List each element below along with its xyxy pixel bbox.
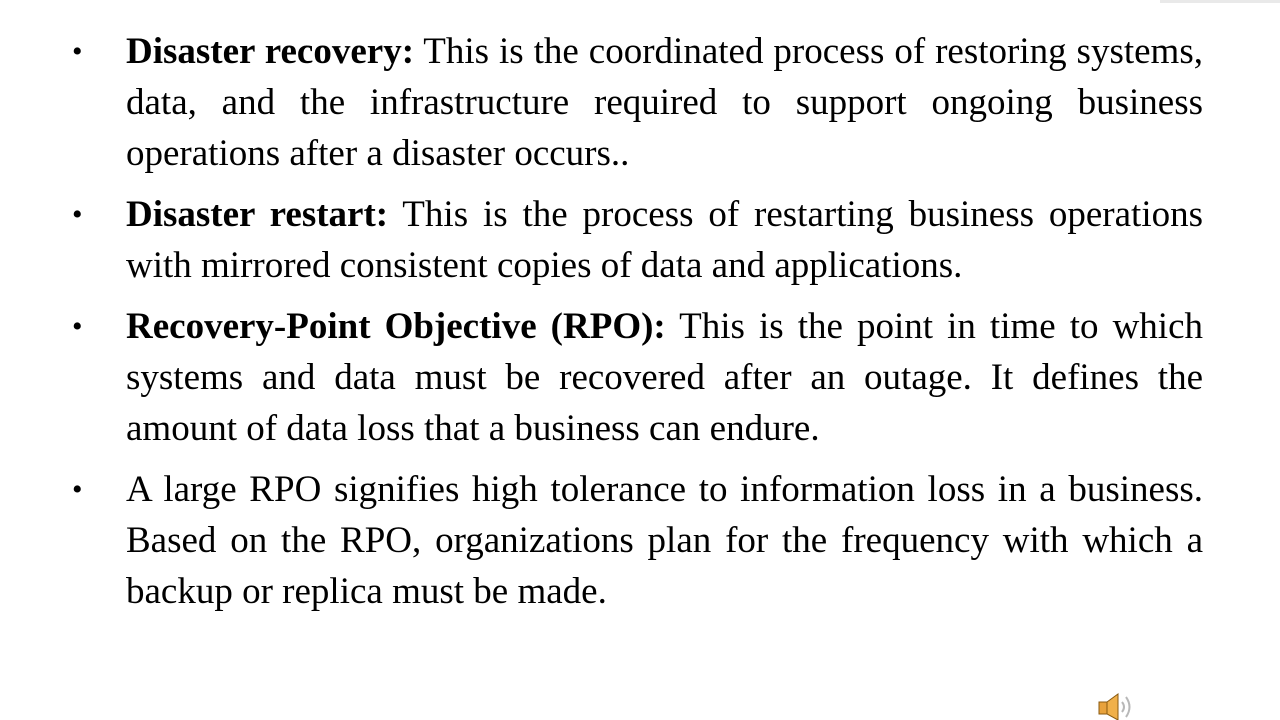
speaker-icon[interactable] bbox=[1096, 690, 1140, 720]
speaker-wave-outer bbox=[1126, 697, 1130, 717]
bullet-icon: • bbox=[72, 35, 83, 68]
bullet-list bbox=[72, 26, 1203, 617]
bullet-text: A large RPO signifies high tolerance to information loss in a business. Based on the RPO, organizations plan for the frequency with which a backup or replica must be made. bbox=[126, 469, 1203, 612]
bullet-disaster-restart bbox=[72, 189, 1203, 291]
top-edge-strip bbox=[1160, 0, 1280, 3]
bullet-text: This is the process of restarting business operations with mirrored consistent copies of data and applications. bbox=[126, 194, 1203, 286]
bullet-large-rpo bbox=[72, 464, 1203, 617]
bullet-text: This is the coordinated process of restoring systems, data, and the infrastructure required to support ongoing business operations after a disaster occurs.. bbox=[126, 31, 1203, 174]
bullet-term: Disaster restart: bbox=[126, 194, 389, 235]
bullet-icon: • bbox=[72, 198, 83, 231]
speaker-wave-inner bbox=[1122, 702, 1124, 712]
bullet-term: Recovery-Point Objective (RPO): bbox=[126, 306, 666, 347]
bullet-icon: • bbox=[72, 473, 83, 506]
bullet-term: Disaster recovery: bbox=[126, 31, 415, 72]
speaker-cone bbox=[1107, 694, 1118, 720]
bullet-text: This is the point in time to which systems and data must be recovered after an outage. It defines the amount of data loss that a business can endure. bbox=[126, 306, 1204, 449]
bullet-rpo-definition bbox=[72, 301, 1203, 454]
bullet-icon: • bbox=[72, 310, 83, 343]
bullet-disaster-recovery bbox=[72, 26, 1203, 179]
speaker-body bbox=[1099, 702, 1107, 714]
